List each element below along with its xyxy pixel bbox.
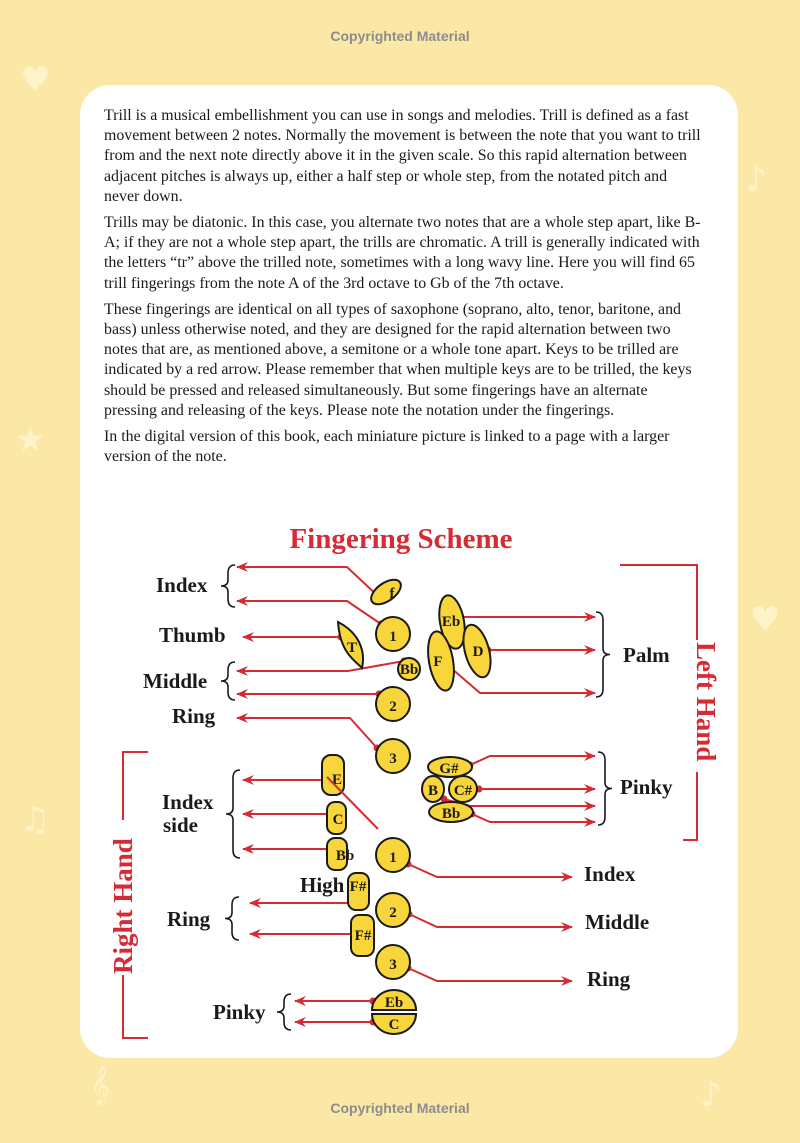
label-palm: Palm (623, 643, 670, 667)
key-label: 2 (389, 699, 397, 715)
trill-arrow (408, 864, 572, 877)
key-label: F# (349, 879, 367, 895)
arrows (237, 567, 595, 1026)
key-label: Bb (399, 662, 419, 678)
paragraph: Trill is a musical embellishment you can use in songs and melodies. Trill is defined as a fast movement between 2 notes. Normally the movement is between the note that you want to trill from and the next note directly above it in the given scale. So this rapid alternation between adjacent pitches is always up, either a half step or whole step, from the notated pitch and never down. (104, 107, 701, 205)
bg-note-icon: ♪ (700, 1075, 722, 1115)
key-label: Eb (384, 995, 404, 1011)
key-label: B (427, 783, 439, 799)
label-index-side: side (163, 813, 199, 837)
label-rh-middle: Middle (585, 910, 650, 934)
key-label: 1 (389, 629, 397, 645)
right-hand-label: Right Hand (108, 838, 138, 974)
diagram-title: Fingering Scheme (289, 523, 513, 555)
key-label: T (346, 640, 358, 656)
key-label: f (389, 586, 395, 602)
keys (322, 575, 496, 1034)
label-rh-ring-right: Ring (587, 967, 631, 991)
brace (596, 612, 610, 697)
trill-arrow (237, 567, 380, 598)
label-rh-pinky: Pinky (213, 1000, 266, 1024)
paragraph: Trills may be diatonic. In this case, you alternate two notes that are a whole step apart, like B-A; if they are not a whole step apart, the trills are chromatic. A trill is generally indicated with the letters “tr” above the trilled note, sometimes with a long wavy line. Here you will find 65 trill fingerings from the note A of the 3rd octave to Gb of the 7th octave. (104, 214, 701, 292)
bg-clef-icon: 𝄞 (90, 1065, 111, 1105)
key-label: 3 (389, 751, 397, 767)
bg-note-icon: ♫ (20, 800, 51, 840)
key-label: Bb (335, 848, 355, 864)
key-label: F# (354, 928, 372, 944)
key-label: 1 (389, 850, 397, 866)
bg-heart-icon: ♥ (750, 600, 781, 640)
label-rh-index: Index (584, 862, 636, 886)
brace (221, 565, 235, 607)
label-ring: Ring (172, 704, 216, 728)
key-label: 3 (389, 957, 397, 973)
trill-arrow (409, 914, 572, 927)
brace (221, 662, 235, 700)
paragraph: In the digital version of this book, each miniature picture is linked to a page with a larger version of the note. (104, 428, 670, 466)
trill-arrow (237, 661, 404, 671)
key-label: C# (453, 783, 473, 799)
key-label: G# (439, 761, 459, 777)
trill-arrow (237, 718, 377, 748)
label-high: High (300, 873, 345, 897)
key-f (367, 575, 405, 609)
left-hand-label: Left Hand (691, 642, 721, 762)
key-label: D (472, 644, 484, 660)
trill-arrow (470, 756, 595, 765)
key-label: F (433, 654, 443, 670)
key-label: C (388, 1017, 400, 1033)
copyright-header: Copyrighted Material (330, 28, 470, 44)
key-label: 2 (389, 905, 397, 921)
brace (226, 770, 240, 858)
label-pinky: Pinky (620, 775, 673, 799)
brace (225, 897, 239, 940)
key-label: Eb (441, 614, 461, 630)
label-index-side: Index (162, 790, 214, 814)
key-label: C (332, 812, 344, 828)
paragraph: These fingerings are identical on all types of saxophone (soprano, alto, tenor, baritone, and bass) unless otherwise noted, and they are designed for the rapid alternation between two notes that are, as mentioned above, a semitone or a whole tone apart. Keys to be trilled are indicated by a red arrow. Please remember that when multiple keys are to be trilled, the keys should be pressed and released simultaneously. But some fingerings have an alternate pressing and releasing of the keys. Please note the notation under the fingerings. (104, 300, 692, 419)
braces (221, 565, 612, 1030)
trill-arrow (408, 968, 572, 981)
label-rh-ring: Ring (167, 907, 211, 931)
copyright-footer: Copyrighted Material (330, 1100, 470, 1116)
brace (598, 752, 612, 825)
label-middle: Middle (143, 669, 208, 693)
key-label: Bb (441, 806, 461, 822)
bg-note-icon: ♪ (745, 160, 767, 200)
brace (277, 994, 291, 1030)
label-index: Index (156, 573, 208, 597)
trill-arrow (472, 814, 595, 822)
bg-star-icon: ★ (15, 420, 46, 460)
bg-heart-icon: ♥ (20, 60, 51, 100)
key-label: E (331, 772, 343, 788)
label-thumb: Thumb (159, 623, 226, 647)
trill-arrow (237, 601, 381, 624)
